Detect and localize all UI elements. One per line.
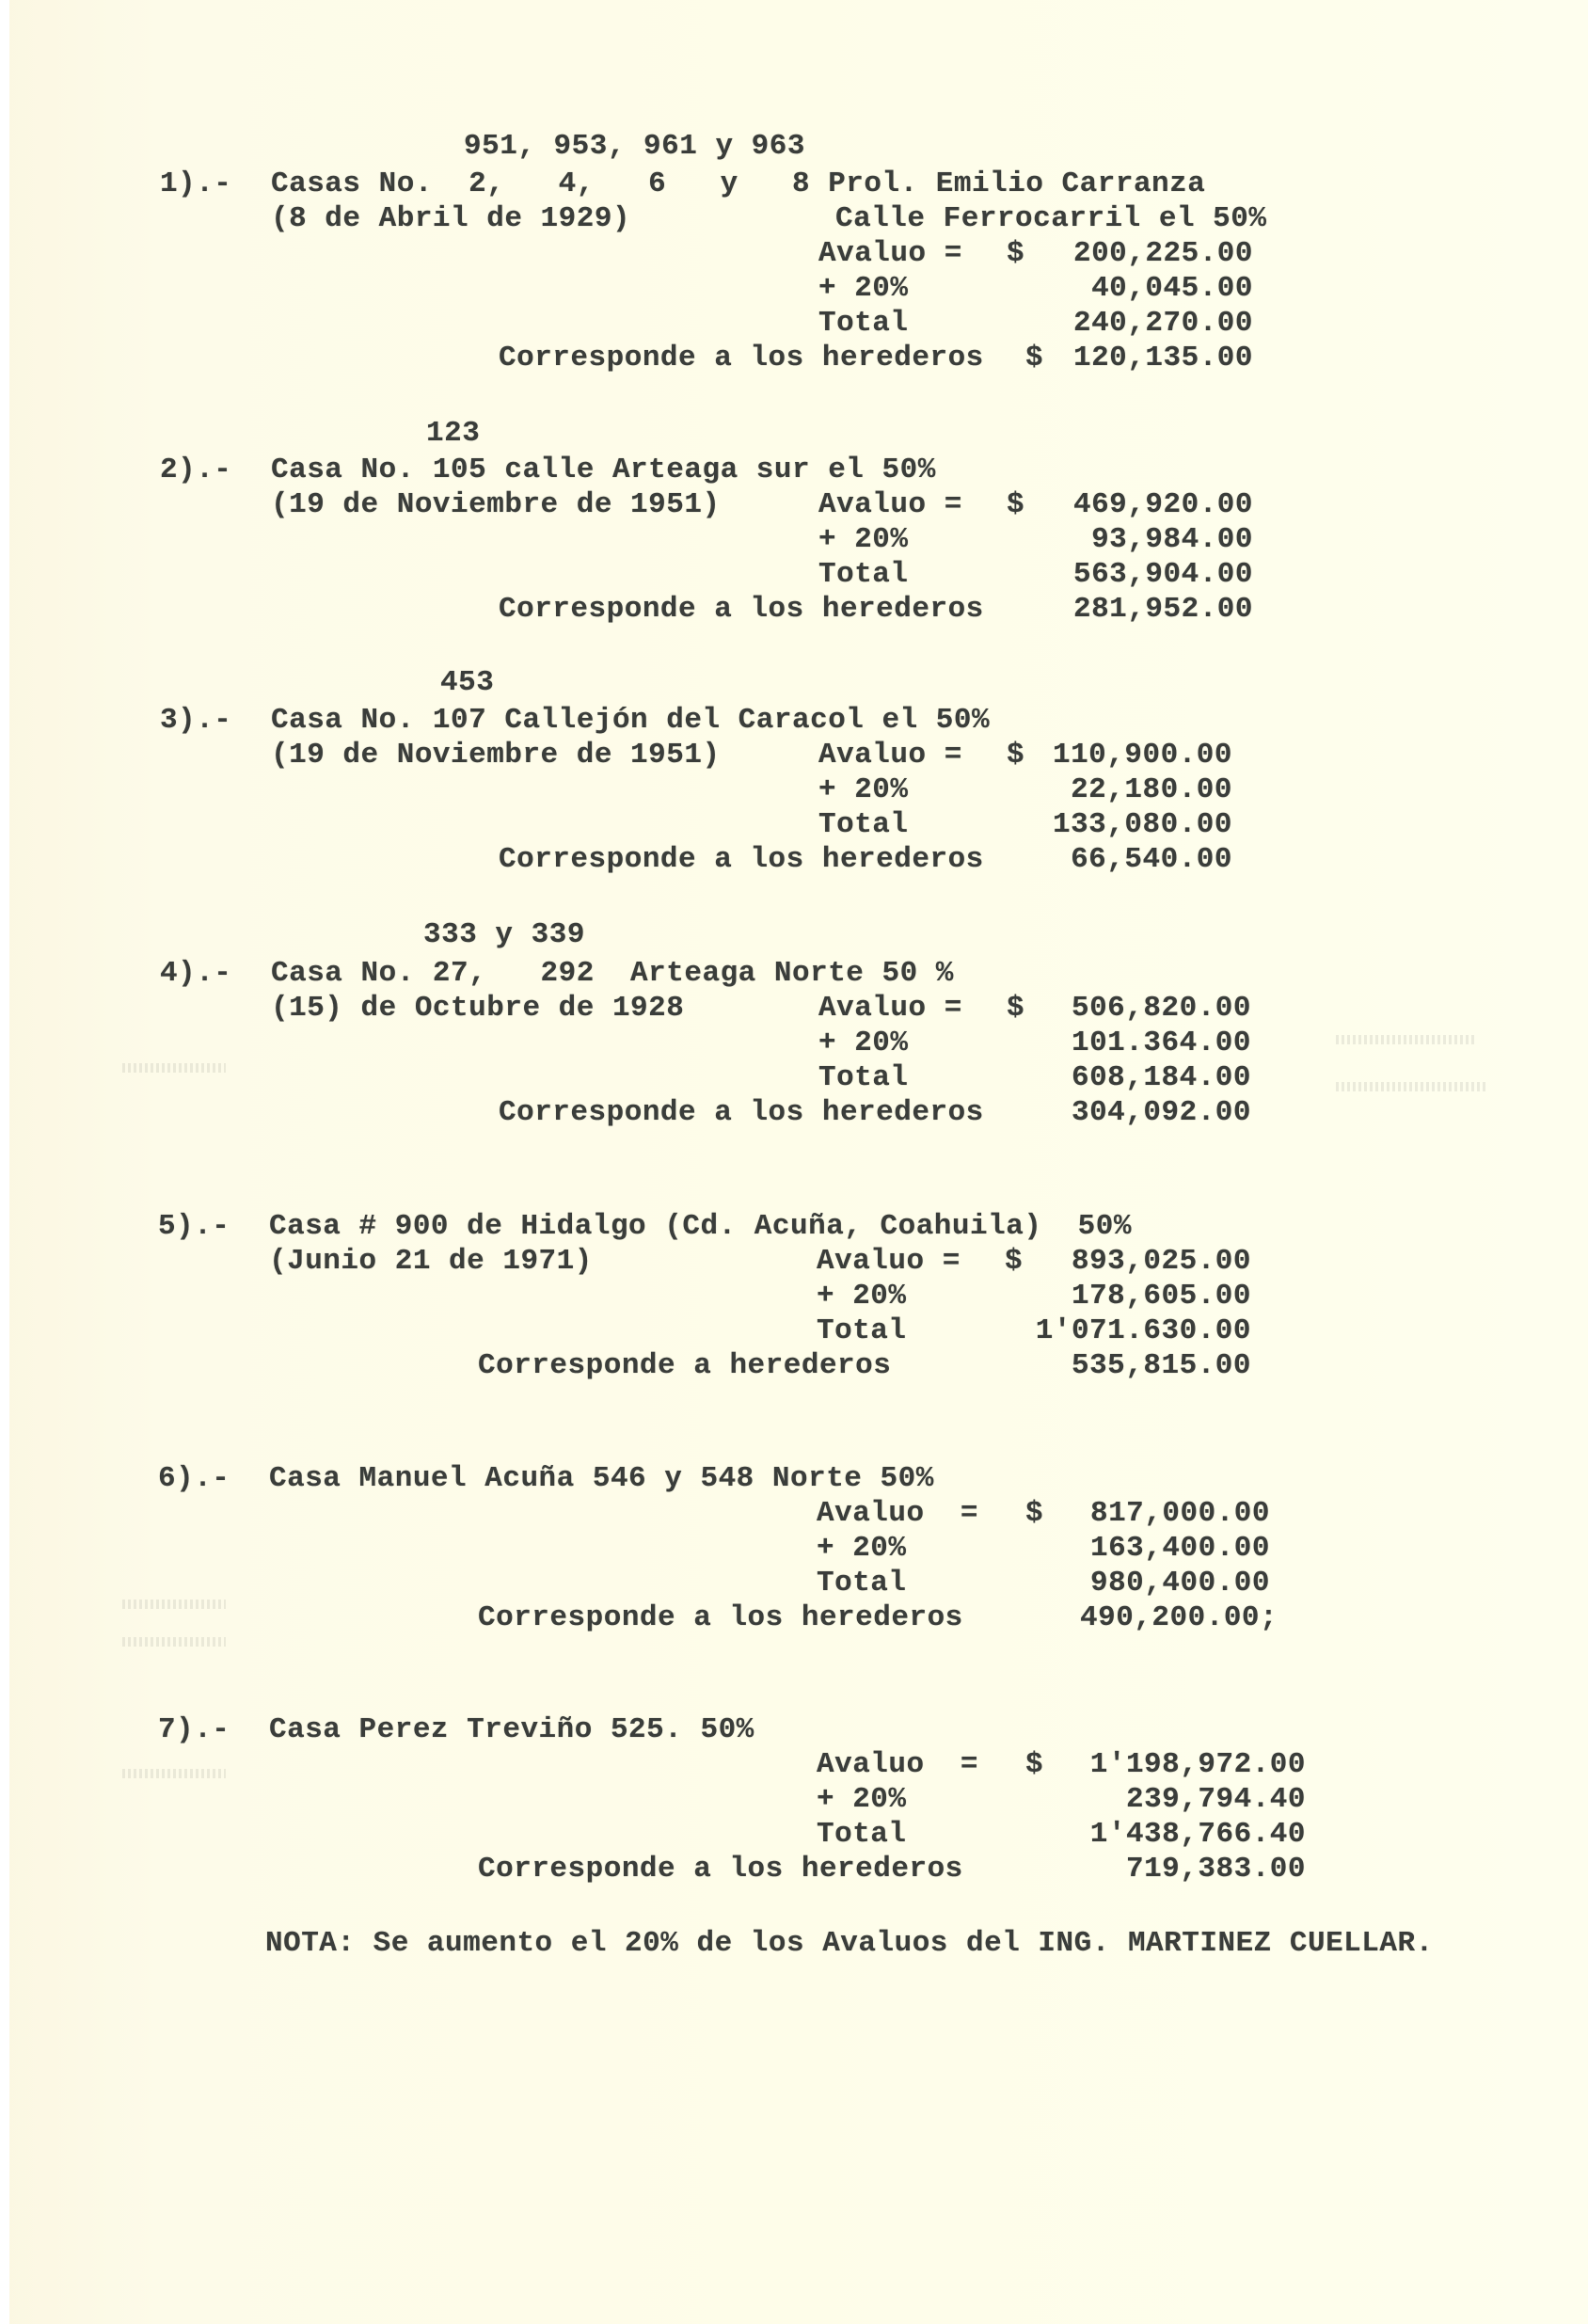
entry-description: Casa No. 107 Callejón del Caracol el 50% — [271, 704, 991, 737]
entry-description: Casa No. 105 calle Arteaga sur el 50% — [271, 454, 936, 486]
avaluo-label: Avaluo = — [818, 739, 962, 772]
entry-index: 5).- — [158, 1210, 230, 1243]
increase-value: 22,180.00 — [1071, 773, 1232, 806]
currency-symbol: $ — [1005, 1245, 1024, 1278]
increase-value: 101.364.00 — [1071, 1027, 1251, 1059]
bleed-through-mark — [1336, 1035, 1477, 1044]
entry-description: Casa # 900 de Hidalgo (Cd. Acuña, Coahuila) 50% — [269, 1210, 1132, 1243]
total-label: Total — [818, 808, 909, 841]
corresponde-value: 719,383.00 — [1125, 1853, 1306, 1886]
currency-symbol: $ — [1025, 1497, 1044, 1530]
entry-index: 1).- — [160, 167, 232, 200]
increase-value: 93,984.00 — [1091, 523, 1253, 556]
entry-above-note: 123 — [426, 417, 481, 450]
avaluo-value: 506,820.00 — [1071, 992, 1251, 1025]
corresponde-value: 304,092.00 — [1071, 1096, 1251, 1129]
increase-label: + 20% — [817, 1783, 907, 1816]
total-value: 1'438,766.40 — [1089, 1818, 1306, 1851]
total-label: Total — [817, 1818, 907, 1851]
entry-description: Casas No. 2, 4, 6 y 8 Prol. Emilio Carranza — [271, 167, 1206, 200]
entry-description: Casa Perez Treviño 525. 50% — [269, 1713, 754, 1746]
avaluo-label: Avaluo = — [818, 488, 962, 521]
total-value: 608,184.00 — [1071, 1061, 1251, 1094]
entry-above-note: 453 — [440, 666, 495, 699]
corresponde-value: 281,952.00 — [1072, 593, 1253, 626]
increase-label: + 20% — [817, 1532, 907, 1565]
bleed-through-mark — [122, 1637, 226, 1647]
corresponde-label: Corresponde a herederos — [478, 1349, 892, 1382]
avaluo-value: 817,000.00 — [1089, 1497, 1270, 1530]
bleed-through-mark — [122, 1769, 226, 1778]
corresponde-value: 120,135.00 — [1072, 342, 1253, 374]
corresponde-label: Corresponde a los herederos — [499, 342, 984, 374]
currency-symbol: $ — [1007, 992, 1025, 1025]
increase-value: 178,605.00 — [1071, 1280, 1251, 1313]
entry-index: 4).- — [160, 957, 232, 990]
currency-symbol: $ — [1007, 488, 1025, 521]
corresponde-label: Corresponde a los herederos — [499, 843, 984, 876]
avaluo-value: 200,225.00 — [1072, 237, 1253, 270]
currency-symbol: $ — [1025, 342, 1044, 374]
entry-date: (8 de Abril de 1929) — [271, 202, 631, 235]
corresponde-label: Corresponde a los herederos — [478, 1853, 963, 1886]
corresponde-value: 66,540.00 — [1071, 843, 1232, 876]
avaluo-label: Avaluo = — [817, 1748, 978, 1781]
corresponde-value: 490,200.00; — [1080, 1601, 1278, 1634]
increase-value: 40,045.00 — [1091, 272, 1253, 305]
entry-description: Casa Manuel Acuña 546 y 548 Norte 50% — [269, 1462, 934, 1495]
entry-description-cont: Calle Ferrocarril el 50% — [835, 202, 1267, 235]
footnote: NOTA: Se aumento el 20% de los Avaluos del ING. MARTINEZ CUELLAR. — [265, 1927, 1434, 1960]
corresponde-label: Corresponde a los herederos — [499, 1096, 984, 1129]
avaluo-value: 110,900.00 — [1052, 739, 1232, 772]
increase-label: + 20% — [817, 1280, 907, 1313]
total-label: Total — [818, 558, 909, 591]
entry-date: (15) de Octubre de 1928 — [271, 992, 685, 1025]
scan-edge — [0, 0, 9, 2324]
avaluo-label: Avaluo = — [818, 992, 962, 1025]
bleed-through-mark — [122, 1063, 226, 1073]
increase-value: 163,400.00 — [1089, 1532, 1270, 1565]
increase-label: + 20% — [818, 272, 909, 305]
total-value: 1'071.630.00 — [1035, 1314, 1251, 1347]
avaluo-value: 893,025.00 — [1071, 1245, 1251, 1278]
increase-label: + 20% — [818, 523, 909, 556]
increase-value: 239,794.40 — [1125, 1783, 1306, 1816]
total-label: Total — [817, 1567, 907, 1600]
total-value: 980,400.00 — [1089, 1567, 1270, 1600]
entry-date: (19 de Noviembre de 1951) — [271, 488, 721, 521]
total-label: Total — [818, 1061, 909, 1094]
total-value: 133,080.00 — [1052, 808, 1232, 841]
corresponde-label: Corresponde a los herederos — [499, 593, 984, 626]
bleed-through-mark — [122, 1600, 226, 1609]
total-label: Total — [817, 1314, 907, 1347]
entry-index: 6).- — [158, 1462, 230, 1495]
corresponde-value: 535,815.00 — [1071, 1349, 1251, 1382]
bleed-through-mark — [1336, 1082, 1486, 1091]
avaluo-value: 469,920.00 — [1072, 488, 1253, 521]
avaluo-label: Avaluo = — [817, 1497, 978, 1530]
currency-symbol: $ — [1007, 237, 1025, 270]
total-value: 240,270.00 — [1072, 307, 1253, 340]
entry-date: (19 de Noviembre de 1951) — [271, 739, 721, 772]
total-value: 563,904.00 — [1072, 558, 1253, 591]
entry-description: Casa No. 27, 292 Arteaga Norte 50 % — [271, 957, 954, 990]
currency-symbol: $ — [1007, 739, 1025, 772]
currency-symbol: $ — [1025, 1748, 1044, 1781]
entry-index: 7).- — [158, 1713, 230, 1746]
entry-date: (Junio 21 de 1971) — [269, 1245, 593, 1278]
avaluo-value: 1'198,972.00 — [1089, 1748, 1306, 1781]
corresponde-label: Corresponde a los herederos — [478, 1601, 963, 1634]
increase-label: + 20% — [818, 1027, 909, 1059]
entry-index: 2).- — [160, 454, 232, 486]
increase-label: + 20% — [818, 773, 909, 806]
entry-index: 3).- — [160, 704, 232, 737]
entry-above-note: 951, 953, 961 y 963 — [464, 130, 805, 163]
avaluo-label: Avaluo = — [817, 1245, 961, 1278]
avaluo-label: Avaluo = — [818, 237, 962, 270]
entry-above-note: 333 y 339 — [423, 918, 585, 951]
total-label: Total — [818, 307, 909, 340]
